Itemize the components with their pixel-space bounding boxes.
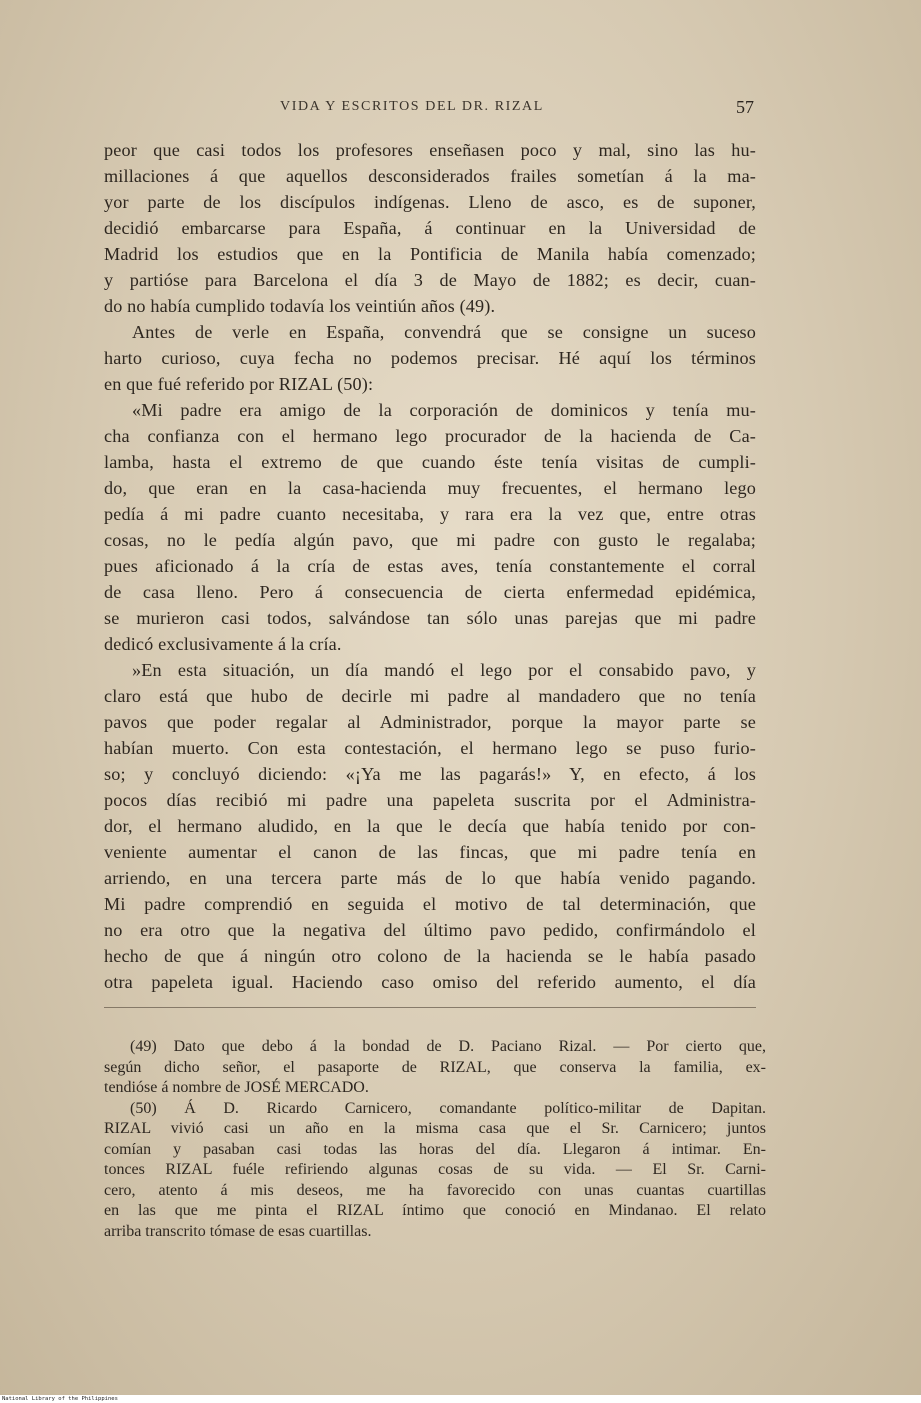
footnote-line: tendióse á nombre de JOSÉ MERCADO. [104, 1079, 369, 1096]
text-line: en que fué referido por RIZAL (50): [104, 374, 374, 394]
text-line: «Mi padre era amigo de la corporación de dominicos y tenía mu- [132, 400, 756, 420]
text-line: cha confianza con el hermano lego procurador de la hacienda de Ca- [104, 426, 756, 446]
text-line: harto curioso, cuya fecha no podemos precisar. Hé aquí los términos [104, 348, 756, 368]
text-line: veniente aumentar el canon de las fincas, que mi padre tenía en [104, 842, 756, 862]
text-line: pues aficionado á la cría de estas aves, tenía constantemente el corral [104, 556, 756, 576]
text-line: dedicó exclusivamente á la cría. [104, 634, 342, 654]
text-line: do no había cumplido todavía los veintiún años (49). [104, 296, 496, 316]
running-title: VIDA Y ESCRITOS DEL DR. RIZAL [280, 99, 544, 114]
footnote-line: arriba transcrito tómase de esas cuartillas. [104, 1222, 372, 1240]
text-line: pedía á mi padre cuanto necesitaba, y rara era la vez que, entre otras [104, 504, 756, 524]
main-text [104, 137, 756, 995]
text-line: do, que eran en la casa-hacienda muy frecuentes, el hermano lego [104, 478, 756, 498]
footnote-line: (50) Á D. Ricardo Carnicero, comandante político-militar de Dapitan. [130, 1099, 766, 1117]
text-line: hecho de que á ningún otro colono de la hacienda se le había pasado [104, 946, 756, 966]
text-line: y partióse para Barcelona el día 3 de Mayo de 1882; es decir, cuan- [104, 270, 756, 290]
text-line: otra papeleta igual. Haciendo caso omiso del referido aumento, el día [104, 972, 756, 992]
footnote-line: en las que me pinta el RIZAL íntimo que conoció en Mindanao. El relato [104, 1202, 766, 1219]
text-line: millaciones á que aquellos desconsiderados frailes sometían á la ma- [104, 166, 756, 186]
text-line: de casa lleno. Pero á consecuencia de cierta enfermedad epidémica, [104, 582, 756, 602]
text-line: yor parte de los discípulos indígenas. Lleno de asco, es de suponer, [104, 192, 756, 212]
text-line: decidió embarcarse para España, á continuar en la Universidad de [104, 218, 756, 238]
text-line: no era otro que la negativa del último pavo pedido, confirmándolo el [104, 920, 756, 940]
page-number: 57 [736, 97, 754, 117]
text-line: claro está que hubo de decirle mi padre al mandadero que no tenía [104, 686, 756, 706]
footnote-line: según dicho señor, el pasaporte de RIZAL, que conserva la familia, ex- [104, 1058, 766, 1076]
text-line: arriendo, en una tercera parte más de lo que había venido pagando. [104, 868, 756, 888]
text-line: habían muerto. Con esta contestación, el hermano lego se puso furio- [104, 738, 756, 758]
footnote-divider [104, 1007, 756, 1008]
library-credit: National Library of the Philippines [2, 1396, 118, 1402]
footer-strip [0, 1395, 921, 1403]
text-line: dor, el hermano aludido, en la que le decía que había tenido por con- [104, 816, 756, 836]
text-line: se murieron casi todos, salvándose tan sólo unas parejas que mi padre [104, 608, 756, 628]
text-line: peor que casi todos los profesores enseñasen poco y mal, sino las hu- [104, 140, 756, 160]
footnote-line: (49) Dato que debo á la bondad de D. Paciano Rizal. — Por cierto que, [130, 1038, 766, 1055]
text-line: Madrid los estudios que en la Pontificia de Manila había comenzado; [104, 244, 756, 264]
footnote-line: RIZAL vivió casi un año en la misma casa que el Sr. Carnicero; juntos [104, 1120, 766, 1137]
text-line: Mi padre comprendió en seguida el motivo de tal determinación, que [104, 894, 756, 914]
footnotes [104, 1037, 766, 1242]
text-line: pocos días recibió mi padre una papeleta suscrita por el Administra- [104, 790, 756, 810]
running-header [104, 97, 754, 121]
footnote-line: comían y pasaban casi todas las horas del día. Llegaron á intimar. En- [104, 1140, 766, 1158]
text-line: cosas, no le pedía algún pavo, que mi padre con gusto le regalaba; [104, 530, 756, 550]
footnote-line: cero, atento á mis deseos, me ha favorecido con unas cuantas cuartillas [104, 1181, 766, 1199]
text-line: so; y concluyó diciendo: «¡Ya me las pagarás!» Y, en efecto, á los [104, 764, 756, 784]
text-line: »En esta situación, un día mandó el lego por el consabido pavo, y [132, 660, 756, 680]
text-line: lamba, hasta el extremo de que cuando éste tenía visitas de cumpli- [104, 452, 756, 472]
footnote-line: tonces RIZAL fuéle refiriendo algunas cosas de su vida. — El Sr. Carni- [104, 1161, 766, 1178]
text-line: pavos que poder regalar al Administrador, porque la mayor parte se [104, 712, 756, 732]
text-line: Antes de verle en España, convendrá que se consigne un suceso [132, 322, 756, 342]
